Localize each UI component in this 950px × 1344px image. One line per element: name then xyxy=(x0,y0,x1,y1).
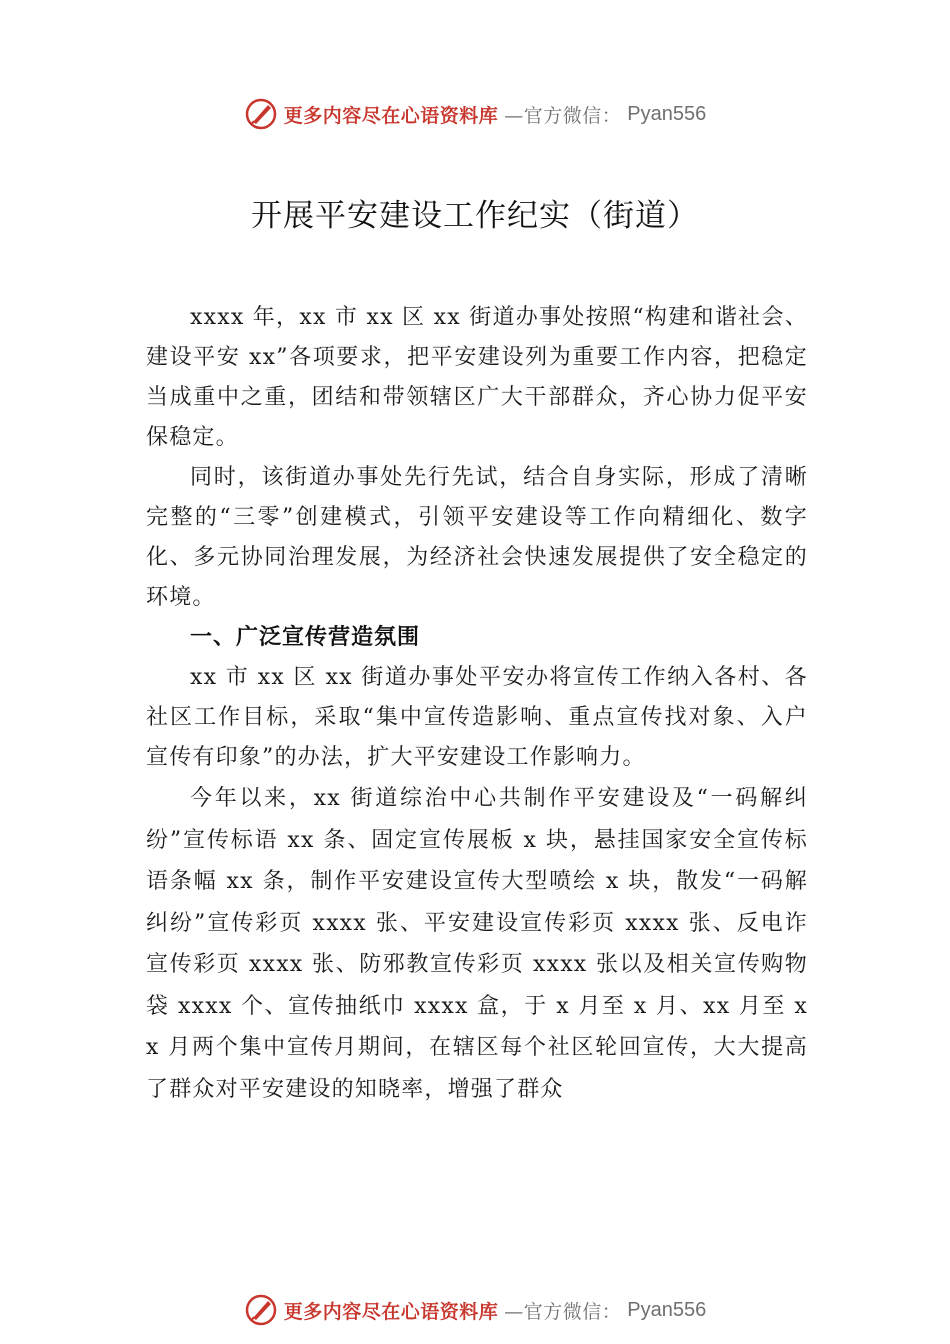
section-heading-1: 一、广泛宣传营造氛围 xyxy=(190,625,421,650)
watermark-wechat-id: Pyan556 xyxy=(627,102,707,125)
footer-watermark xyxy=(0,1290,950,1330)
section-paragraph-2: 今年以来，xx 街道综治中心共制作平安建设及“一码解纠纷”宣传标语 xx 条、固定宣传展板 x 块，悬挂国家安全宣传标语条幅 xx 条，制作平安建设宣传大型喷绘 x 块，散发“一码解纠纷”宣传彩页 xxxx 张、平安建设宣传彩页 xxxx 张、反电诈宣传彩页 xxxx 张、防邪教宣传彩页 xxxx 张以及相关宣传购物袋 xxxx 个、宣传抽纸巾 xxxx 盒，于 x 月至 x 月、xx 月至 xx 月两个集中宣传月期间，在辖区每个社区轮回宣传，大大提高了群众对平安建设的知晓率，增强了群众 xyxy=(146,786,808,1102)
watermark-wechat-label: —官方微信： xyxy=(504,1300,622,1323)
watermark-wechat-label: —官方微信： xyxy=(504,104,622,127)
watermark-wechat-id: Pyan556 xyxy=(627,1298,707,1321)
watermark-library-text: 更多内容尽在心语资料库 xyxy=(283,104,499,127)
section-paragraph-1: xx 市 xx 区 xx 街道办事处平安办将宣传工作纳入各村、各社区工作目标，采取“集中宣传造影响、重点宣传找对象、入户宣传有印象”的办法，扩大平安建设工作影响力。 xyxy=(146,665,808,770)
intro-paragraph-1: xxxx 年，xx 市 xx 区 xx 街道办事处按照“构建和谐社会、建设平安 xx”各项要求，把平安建设列为重要工作内容，把稳定当成重中之重，团结和带领辖区广大干部群众，齐心协力促平安保稳定。 xyxy=(146,305,808,450)
header-watermark xyxy=(0,94,950,134)
document-title: 开展平安建设工作纪实（街道） xyxy=(251,198,699,234)
intro-paragraph-2: 同时，该街道办事处先行先试，结合自身实际，形成了清晰完整的“三零”创建模式，引领平安建设等工作向精细化、数字化、多元协同治理发展，为经济社会快速发展提供了安全稳定的环境。 xyxy=(146,465,808,610)
document-body xyxy=(146,298,808,1110)
quill-pen-logo-icon xyxy=(244,97,278,131)
watermark-library-text: 更多内容尽在心语资料库 xyxy=(283,1300,499,1323)
quill-pen-logo-icon xyxy=(244,1293,278,1327)
